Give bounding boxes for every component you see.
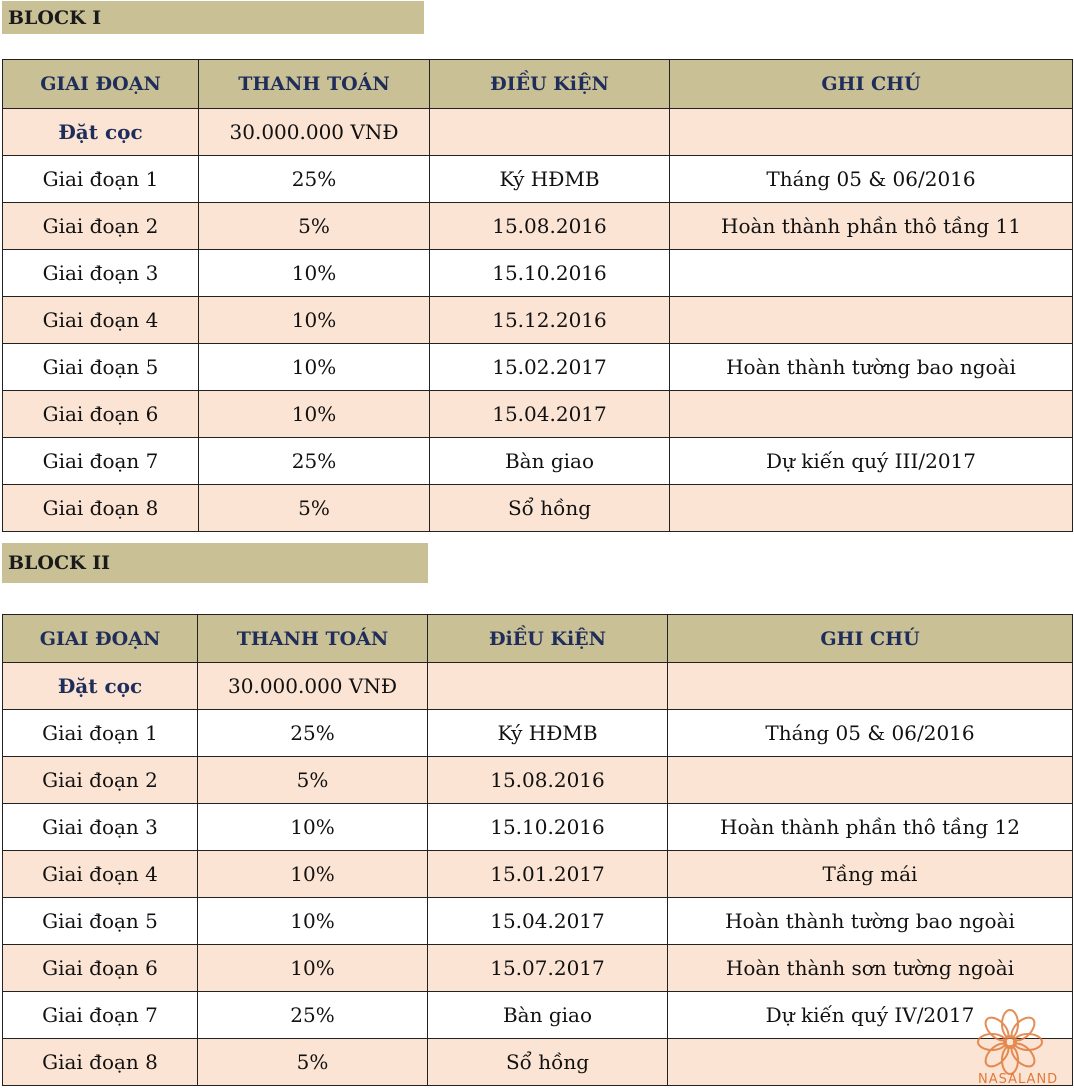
payment-cell: 5%: [199, 203, 430, 250]
condition-cell: Bàn giao: [428, 992, 668, 1039]
column-header-note: GHI CHÚ: [668, 615, 1073, 663]
payment-cell: 5%: [198, 757, 428, 804]
payment-cell: 10%: [199, 344, 430, 391]
condition-cell: 15.10.2016: [428, 804, 668, 851]
table-row: [3, 297, 1073, 344]
note-cell: Dự kiến quý III/2017: [670, 438, 1073, 485]
payment-cell: 25%: [198, 710, 428, 757]
payment-cell: 10%: [198, 851, 428, 898]
stage-cell: Giai đoạn 1: [3, 710, 198, 757]
stage-cell: Giai đoạn 6: [3, 945, 198, 992]
note-cell: Hoàn thành tường bao ngoài: [668, 898, 1073, 945]
column-header-condition: ĐIỀU KiỆN: [430, 60, 670, 109]
table-row: [3, 757, 1073, 804]
stage-cell: Giai đoạn 2: [3, 203, 199, 250]
note-cell: [668, 663, 1073, 710]
condition-cell: Ký HĐMB: [428, 710, 668, 757]
payment-cell: 25%: [198, 992, 428, 1039]
column-header-stage: GIAI ĐOẠN: [3, 615, 198, 663]
table-header-row: [3, 615, 1073, 663]
condition-cell: [430, 109, 670, 156]
column-header-stage: GIAI ĐOẠN: [3, 60, 199, 109]
table-row: [3, 1039, 1073, 1086]
note-cell: Hoàn thành phần thô tầng 11: [670, 203, 1073, 250]
table-row: [3, 203, 1073, 250]
payment-table-block-2: [2, 614, 1073, 1086]
note-cell: [668, 757, 1073, 804]
stage-cell: Giai đoạn 2: [3, 757, 198, 804]
condition-cell: Bàn giao: [430, 438, 670, 485]
watermark-text: NASALAND: [978, 1072, 1059, 1087]
payment-cell: 10%: [199, 391, 430, 438]
condition-cell: 15.12.2016: [430, 297, 670, 344]
payment-cell: 25%: [199, 156, 430, 203]
condition-cell: 15.07.2017: [428, 945, 668, 992]
payment-cell: 10%: [199, 297, 430, 344]
payment-cell: 10%: [198, 898, 428, 945]
table-row: [3, 391, 1073, 438]
condition-cell: 15.04.2017: [430, 391, 670, 438]
column-header-condition: ĐiỀU KiỆN: [428, 615, 668, 663]
condition-cell: Ký HĐMB: [430, 156, 670, 203]
stage-cell: Giai đoạn 3: [3, 804, 198, 851]
column-header-payment: THANH TOÁN: [199, 60, 430, 109]
stage-cell: Đặt cọc: [3, 663, 198, 710]
table-row: [3, 945, 1073, 992]
note-cell: Tầng mái: [668, 851, 1073, 898]
note-cell: Dự kiến quý IV/2017: [668, 992, 1073, 1039]
note-cell: [670, 391, 1073, 438]
condition-cell: 15.04.2017: [428, 898, 668, 945]
payment-cell: 30.000.000 VNĐ: [199, 109, 430, 156]
payment-cell: 10%: [198, 804, 428, 851]
stage-cell: Giai đoạn 4: [3, 297, 199, 344]
condition-cell: Sổ hồng: [430, 485, 670, 532]
note-cell: [670, 297, 1073, 344]
table-row: [3, 485, 1073, 532]
table-row: [3, 156, 1073, 203]
table-row-deposit: [3, 663, 1073, 710]
payment-cell: 5%: [199, 485, 430, 532]
note-cell: Tháng 05 & 06/2016: [670, 156, 1073, 203]
stage-cell: Giai đoạn 3: [3, 250, 199, 297]
note-cell: Hoàn thành sơn tường ngoài: [668, 945, 1073, 992]
condition-cell: 15.08.2016: [428, 757, 668, 804]
block-2-label: BLOCK II: [2, 543, 428, 583]
note-cell: Tháng 05 & 06/2016: [668, 710, 1073, 757]
column-header-payment: THANH TOÁN: [198, 615, 428, 663]
note-cell: [670, 485, 1073, 532]
stage-cell: Đặt cọc: [3, 109, 199, 156]
condition-cell: 15.10.2016: [430, 250, 670, 297]
stage-cell: Giai đoạn 7: [3, 992, 198, 1039]
stage-cell: Giai đoạn 8: [3, 1039, 198, 1086]
payment-cell: 10%: [199, 250, 430, 297]
payment-table-block-1: [2, 59, 1073, 532]
condition-cell: [428, 663, 668, 710]
stage-cell: Giai đoạn 1: [3, 156, 199, 203]
column-header-note: GHI CHÚ: [670, 60, 1073, 109]
table-row-deposit: [3, 109, 1073, 156]
stage-cell: Giai đoạn 7: [3, 438, 199, 485]
stage-cell: Giai đoạn 4: [3, 851, 198, 898]
note-cell: Hoàn thành phần thô tầng 12: [668, 804, 1073, 851]
stage-cell: Giai đoạn 6: [3, 391, 199, 438]
payment-cell: 30.000.000 VNĐ: [198, 663, 428, 710]
payment-cell: 25%: [199, 438, 430, 485]
table-row: [3, 992, 1073, 1039]
table-row: [3, 710, 1073, 757]
table-row: [3, 344, 1073, 391]
condition-cell: 15.01.2017: [428, 851, 668, 898]
condition-cell: 15.08.2016: [430, 203, 670, 250]
stage-cell: Giai đoạn 5: [3, 898, 198, 945]
table-row: [3, 250, 1073, 297]
payment-cell: 10%: [198, 945, 428, 992]
condition-cell: Sổ hồng: [428, 1039, 668, 1086]
payment-cell: 5%: [198, 1039, 428, 1086]
note-cell: Hoàn thành tường bao ngoài: [670, 344, 1073, 391]
table-row: [3, 898, 1073, 945]
table-header-row: [3, 60, 1073, 109]
note-cell: [670, 250, 1073, 297]
condition-cell: 15.02.2017: [430, 344, 670, 391]
block-1-label: BLOCK I: [2, 1, 424, 34]
table-row: [3, 851, 1073, 898]
table-row: [3, 438, 1073, 485]
note-cell: [670, 109, 1073, 156]
stage-cell: Giai đoạn 8: [3, 485, 199, 532]
table-row: [3, 804, 1073, 851]
stage-cell: Giai đoạn 5: [3, 344, 199, 391]
